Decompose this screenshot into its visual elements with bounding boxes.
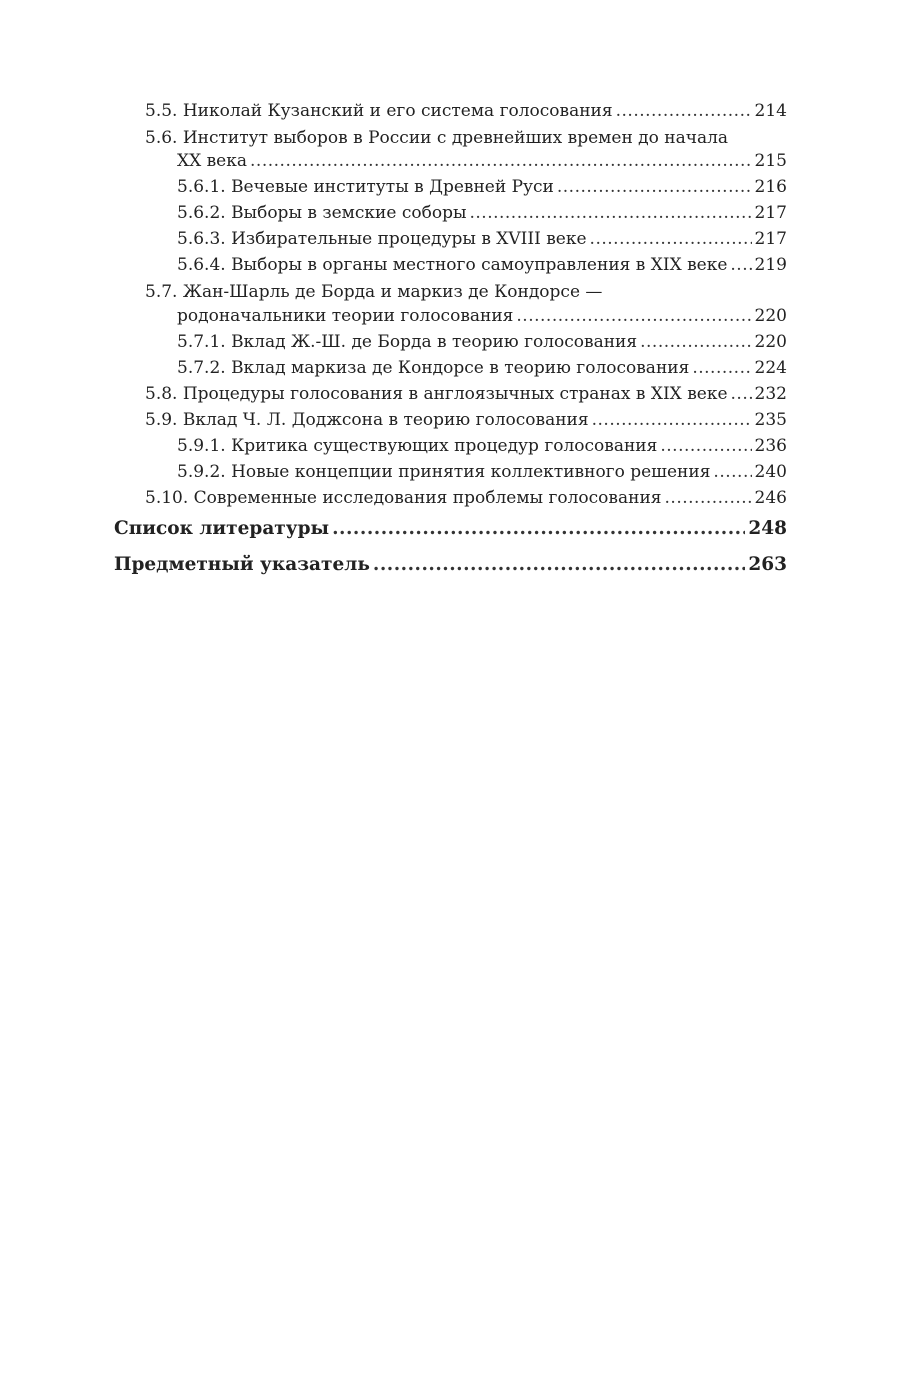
toc-page-number: 216: [754, 177, 787, 197]
toc-leader-dots: [373, 554, 746, 576]
toc-entry-title: XX века: [177, 151, 248, 171]
toc-leader-dots: [557, 176, 752, 198]
toc-page-number: 220: [754, 332, 787, 352]
toc-entry-bibliography[interactable]: [114, 518, 787, 540]
toc-entry-continuation[interactable]: [177, 150, 787, 172]
toc-page-number: 214: [754, 101, 787, 121]
toc-leader-dots: [665, 487, 752, 509]
toc-page-number: 217: [754, 229, 787, 249]
toc-entry-title: 5.6.1. Вечевые институты в Древней Руси: [177, 177, 554, 197]
toc-page-number: 224: [754, 358, 787, 378]
toc-entry-continuation[interactable]: [177, 305, 787, 327]
toc-page-number: 217: [754, 203, 787, 223]
toc-leader-dots: [332, 518, 745, 540]
toc-entry-title: родоначальники теории голосования: [177, 306, 514, 326]
toc-page-number: 263: [748, 554, 787, 575]
toc-entry-title: 5.6.2. Выборы в земские соборы: [177, 203, 467, 223]
toc-page-number: 232: [754, 384, 787, 404]
toc-page-number: 215: [754, 151, 787, 171]
toc-page-number: 246: [754, 488, 787, 508]
toc-leader-dots: [660, 435, 751, 457]
toc-entry-title: 5.10. Современные исследования проблемы голосования: [145, 488, 662, 508]
toc-leader-dots: [469, 202, 751, 224]
toc-entry-title: Список литературы: [114, 518, 330, 539]
toc-leader-dots: [592, 409, 752, 431]
toc-entry-title: 5.6.3. Избирательные процедуры в XVIII веке: [177, 229, 587, 249]
toc-entry-title: 5.6.4. Выборы в органы местного самоуправления в XIX веке: [177, 255, 728, 275]
toc-leader-dots: [692, 357, 751, 379]
toc-entry[interactable]: [177, 331, 787, 353]
toc-entry-title: 5.9.1. Критика существующих процедур голосования: [177, 436, 658, 456]
toc-page-number: 220: [754, 306, 787, 326]
toc-page-number: 219: [754, 255, 787, 275]
toc-entry[interactable]: [145, 383, 787, 405]
toc-entry-title: Предметный указатель: [114, 554, 370, 575]
toc-entry-title: 5.7.2. Вклад маркиза де Кондорсе в теорию голосования: [177, 358, 690, 378]
toc-entry-title: 5.9. Вклад Ч. Л. Доджсона в теорию голосования: [145, 410, 589, 430]
toc-entry[interactable]: [177, 176, 787, 198]
toc-entry-title: 5.5. Николай Кузанский и его система голосования: [145, 101, 613, 121]
toc-leader-dots: [516, 305, 751, 327]
toc-entry[interactable]: [145, 409, 787, 431]
toc-entry[interactable]: [145, 127, 787, 149]
toc-leader-dots: [731, 383, 752, 405]
toc-entry-title: 5.7. Жан-Шарль де Борда и маркиз де Кондорсе —: [145, 282, 603, 302]
toc-leader-dots: [640, 331, 751, 353]
toc-entry-title: 5.7.1. Вклад Ж.-Ш. де Борда в теорию голосования: [177, 332, 638, 352]
toc-entry-title: 5.8. Процедуры голосования в англоязычных странах в XIX веке: [145, 384, 728, 404]
toc-leader-dots: [730, 254, 751, 276]
toc-entry[interactable]: [177, 254, 787, 276]
toc-leader-dots: [616, 100, 752, 122]
toc-page-number: 248: [748, 518, 787, 539]
toc-entry-title: 5.9.2. Новые концепции принятия коллективного решения: [177, 462, 711, 482]
toc-entry[interactable]: [177, 357, 787, 379]
toc-entry[interactable]: [177, 202, 787, 224]
toc-leader-dots: [250, 150, 752, 172]
toc-entry-title: 5.6. Институт выборов в России с древнейших времен до начала: [145, 128, 729, 148]
toc-entry[interactable]: [177, 228, 787, 250]
toc-entry-subject-index[interactable]: [114, 554, 787, 576]
toc-entry[interactable]: [177, 461, 787, 483]
toc-page-number: 236: [754, 436, 787, 456]
toc-entry[interactable]: [177, 435, 787, 457]
toc-leader-dots: [713, 461, 751, 483]
toc-leader-dots: [590, 228, 752, 250]
toc-page-number: 235: [754, 410, 787, 430]
toc-entry[interactable]: [145, 281, 787, 303]
toc-page-number: 240: [754, 462, 787, 482]
toc-entry[interactable]: [145, 100, 787, 122]
toc-entry[interactable]: [145, 487, 787, 509]
